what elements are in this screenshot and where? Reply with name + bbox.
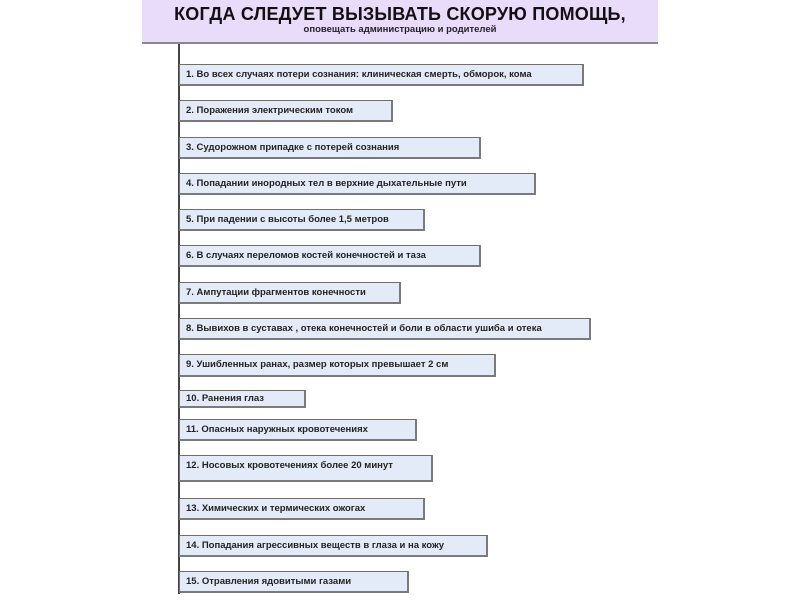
list-item-7 <box>179 282 401 304</box>
list-item-9 <box>179 354 496 377</box>
list-item-8 <box>179 318 591 340</box>
list-item-label: 1. Во всех случаях потери сознания: клиническая смерть, обморок, кома <box>186 69 532 80</box>
list-item-2 <box>179 100 393 122</box>
list-item-6 <box>179 245 481 267</box>
list-item-label: 10. Ранения глаз <box>186 393 264 404</box>
list-item-label: 14. Попадания агрессивных веществ в глаза и на кожу <box>186 540 445 551</box>
page-subtitle: оповещать администрацию и родителей <box>303 24 497 35</box>
list-item-label: 12. Носовых кровотечениях более 20 минут <box>186 460 393 471</box>
list-item-label: 3. Судорожном припадке с потерей сознания <box>186 142 400 153</box>
list-item-10 <box>179 390 306 408</box>
list-item-label: 11. Опасных наружных кровотечениях <box>186 424 368 435</box>
list-item-label: 4. Попадании инородных тел в верхние дыхательные пути <box>186 178 467 189</box>
list-item-11 <box>179 419 417 441</box>
list-item-label: 15. Отравления ядовитыми газами <box>186 576 352 587</box>
list-item-label: 9. Ушибленных ранах, размер которых превышает 2 см <box>186 359 449 370</box>
list-item-12 <box>179 455 433 482</box>
list-item-13 <box>179 498 425 520</box>
list-item-1 <box>179 64 584 86</box>
list-item-4 <box>179 173 536 195</box>
list-item-label: 5. При падении с высоты более 1,5 метров <box>186 214 389 225</box>
list-item-3 <box>179 137 481 159</box>
list-item-label: 2. Поражения электрическим током <box>186 105 354 116</box>
list-item-label: 6. В случаях переломов костей конечностей и таза <box>186 250 426 261</box>
list-item-5 <box>179 209 425 231</box>
page-title: КОГДА СЛЕДУЕТ ВЫЗЫВАТЬ СКОРУЮ ПОМОЩЬ, <box>174 4 626 24</box>
list-item-label: 8. Вывихов в суставах , отека конечностей и боли в области ушиба и отека <box>186 323 542 334</box>
header-divider <box>142 42 658 44</box>
list-item-14 <box>179 535 488 557</box>
list-item-label: 13. Химических и термических ожогах <box>186 503 366 514</box>
list-item-15 <box>179 571 409 593</box>
list-item-label: 7. Ампутации фрагментов конечности <box>186 287 366 298</box>
header-banner <box>142 0 658 42</box>
